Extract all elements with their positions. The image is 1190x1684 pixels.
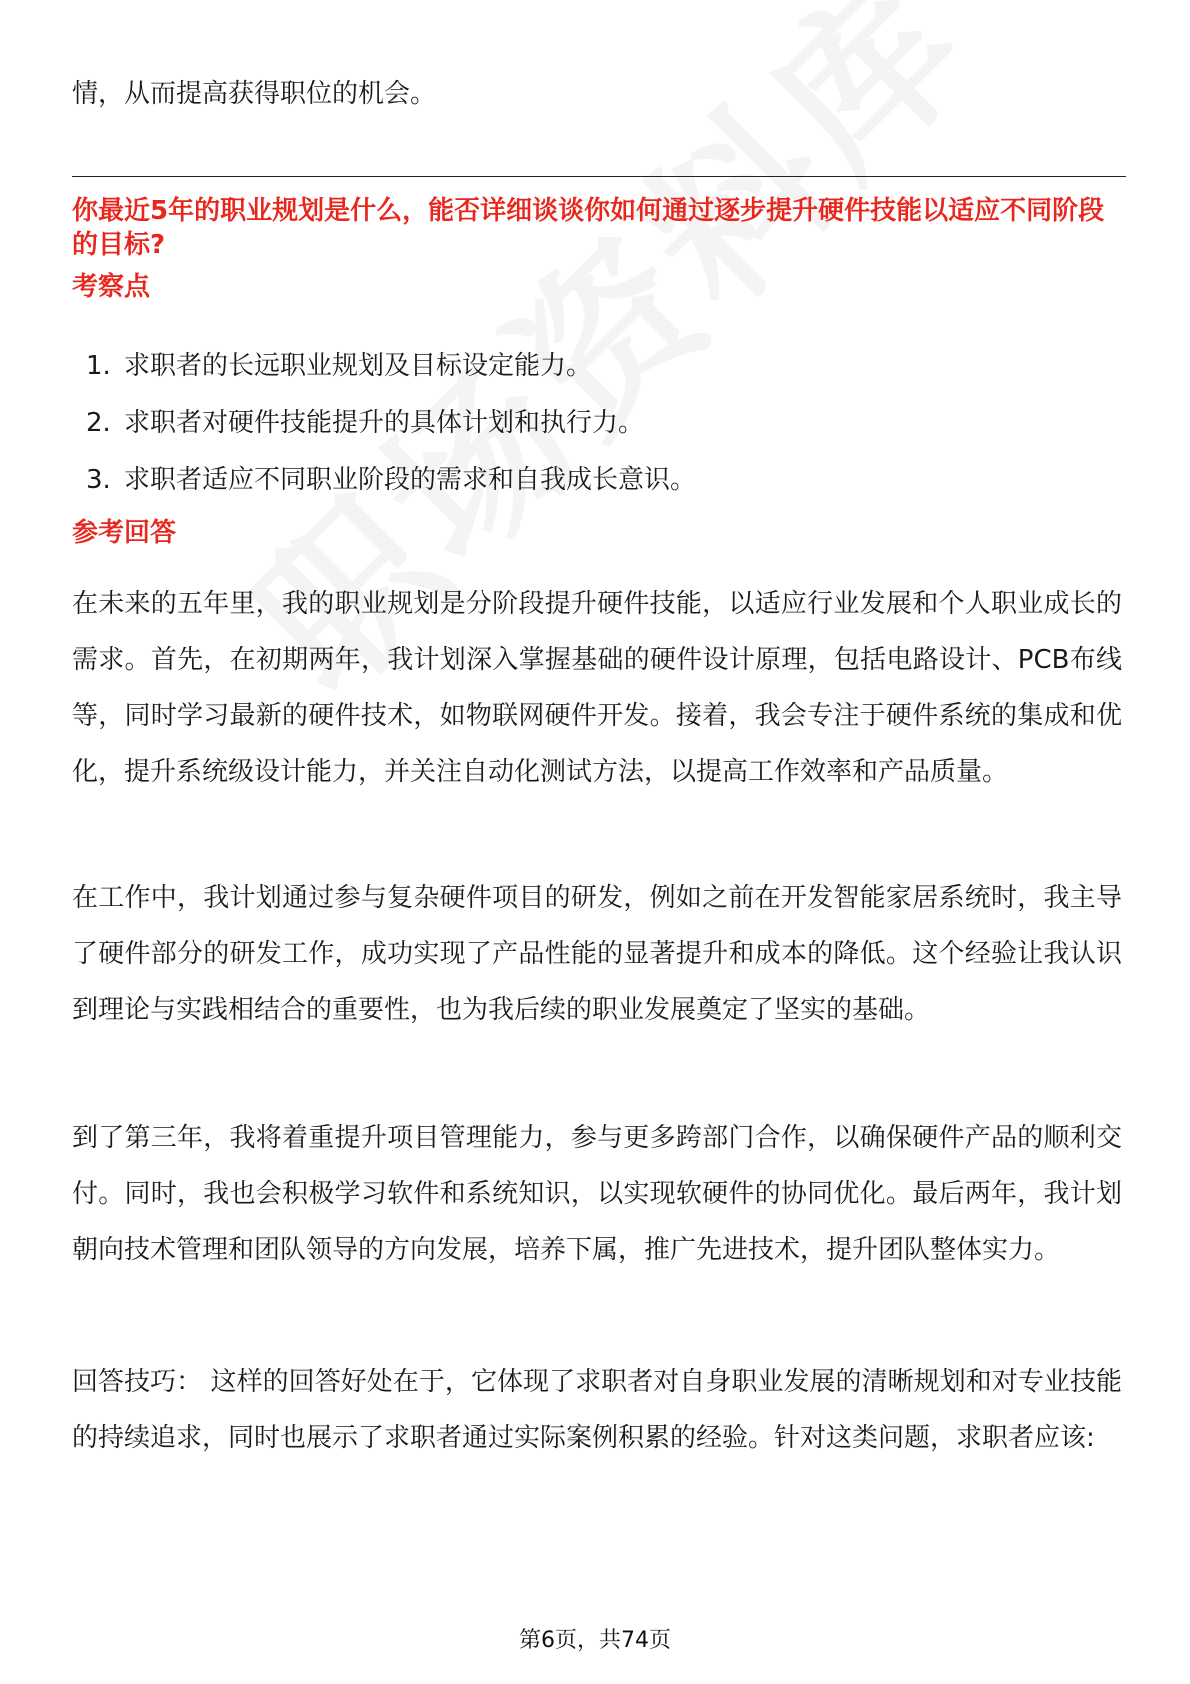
list-item — [86, 395, 696, 452]
list-number: 3. — [86, 465, 111, 495]
tips-paragraph: 回答技巧： 这样的回答好处在于，它体现了求职者对自身职业发展的清晰规划和对专业技能的持续追求，同时也展示了求职者通过实际案例积累的经验。针对这类问题，求职者应该: — [72, 1367, 1122, 1453]
intro-text: 情，从而提高获得职位的机会。 — [72, 79, 437, 109]
list-item — [86, 452, 696, 509]
answer-paragraph: 到了第三年，我将着重提升项目管理能力，参与更多跨部门合作，以确保硬件产品的顺利交付。同时，我也会积极学习软件和系统知识，以实现软硬件的协同优化。最后两年，我计划朝向技术管理和团队领导的方向发展，培养下属，推广先进技术，提升团队整体实力。 — [72, 1123, 1122, 1265]
focus-title: 考察点 — [72, 272, 151, 302]
list-number: 1. — [86, 351, 111, 381]
list-text: 求职者适应不同职业阶段的需求和自我成长意识。 — [124, 465, 697, 495]
list-text: 求职者的长远职业规划及目标设定能力。 — [124, 351, 593, 381]
list-number: 2. — [86, 408, 111, 438]
answer-title: 参考回答 — [72, 518, 177, 548]
page-number: 第6页，共74页 — [519, 1628, 671, 1653]
list-text: 求职者对硬件技能提升的具体计划和执行力。 — [124, 408, 645, 438]
section-divider — [72, 176, 1126, 177]
question-heading: 你最近5年的职业规划是什么，能否详细谈谈你如何通过逐步提升硬件技能以适应不同阶段的目标? — [72, 196, 1105, 260]
answer-paragraph: 在工作中，我计划通过参与复杂硬件项目的研发，例如之前在开发智能家居系统时，我主导了硬件部分的研发工作，成功实现了产品性能的显著提升和成本的降低。这个经验让我认识到理论与实践相结合的重要性，也为我后续的职业发展奠定了坚实的基础。 — [72, 883, 1122, 1025]
answer-paragraph: 在未来的五年里，我的职业规划是分阶段提升硬件技能，以适应行业发展和个人职业成长的需求。首先，在初期两年，我计划深入掌握基础的硬件设计原理，包括电路设计、PCB布线等，同时学习最新的硬件技术，如物联网硬件开发。接着，我会专注于硬件系统的集成和优化，提升系统级设计能力，并关注自动化测试方法，以提高工作效率和产品质量。 — [72, 589, 1122, 787]
list-item — [86, 338, 696, 395]
document-page — [72, 0, 1122, 1684]
focus-points-list — [86, 338, 696, 509]
